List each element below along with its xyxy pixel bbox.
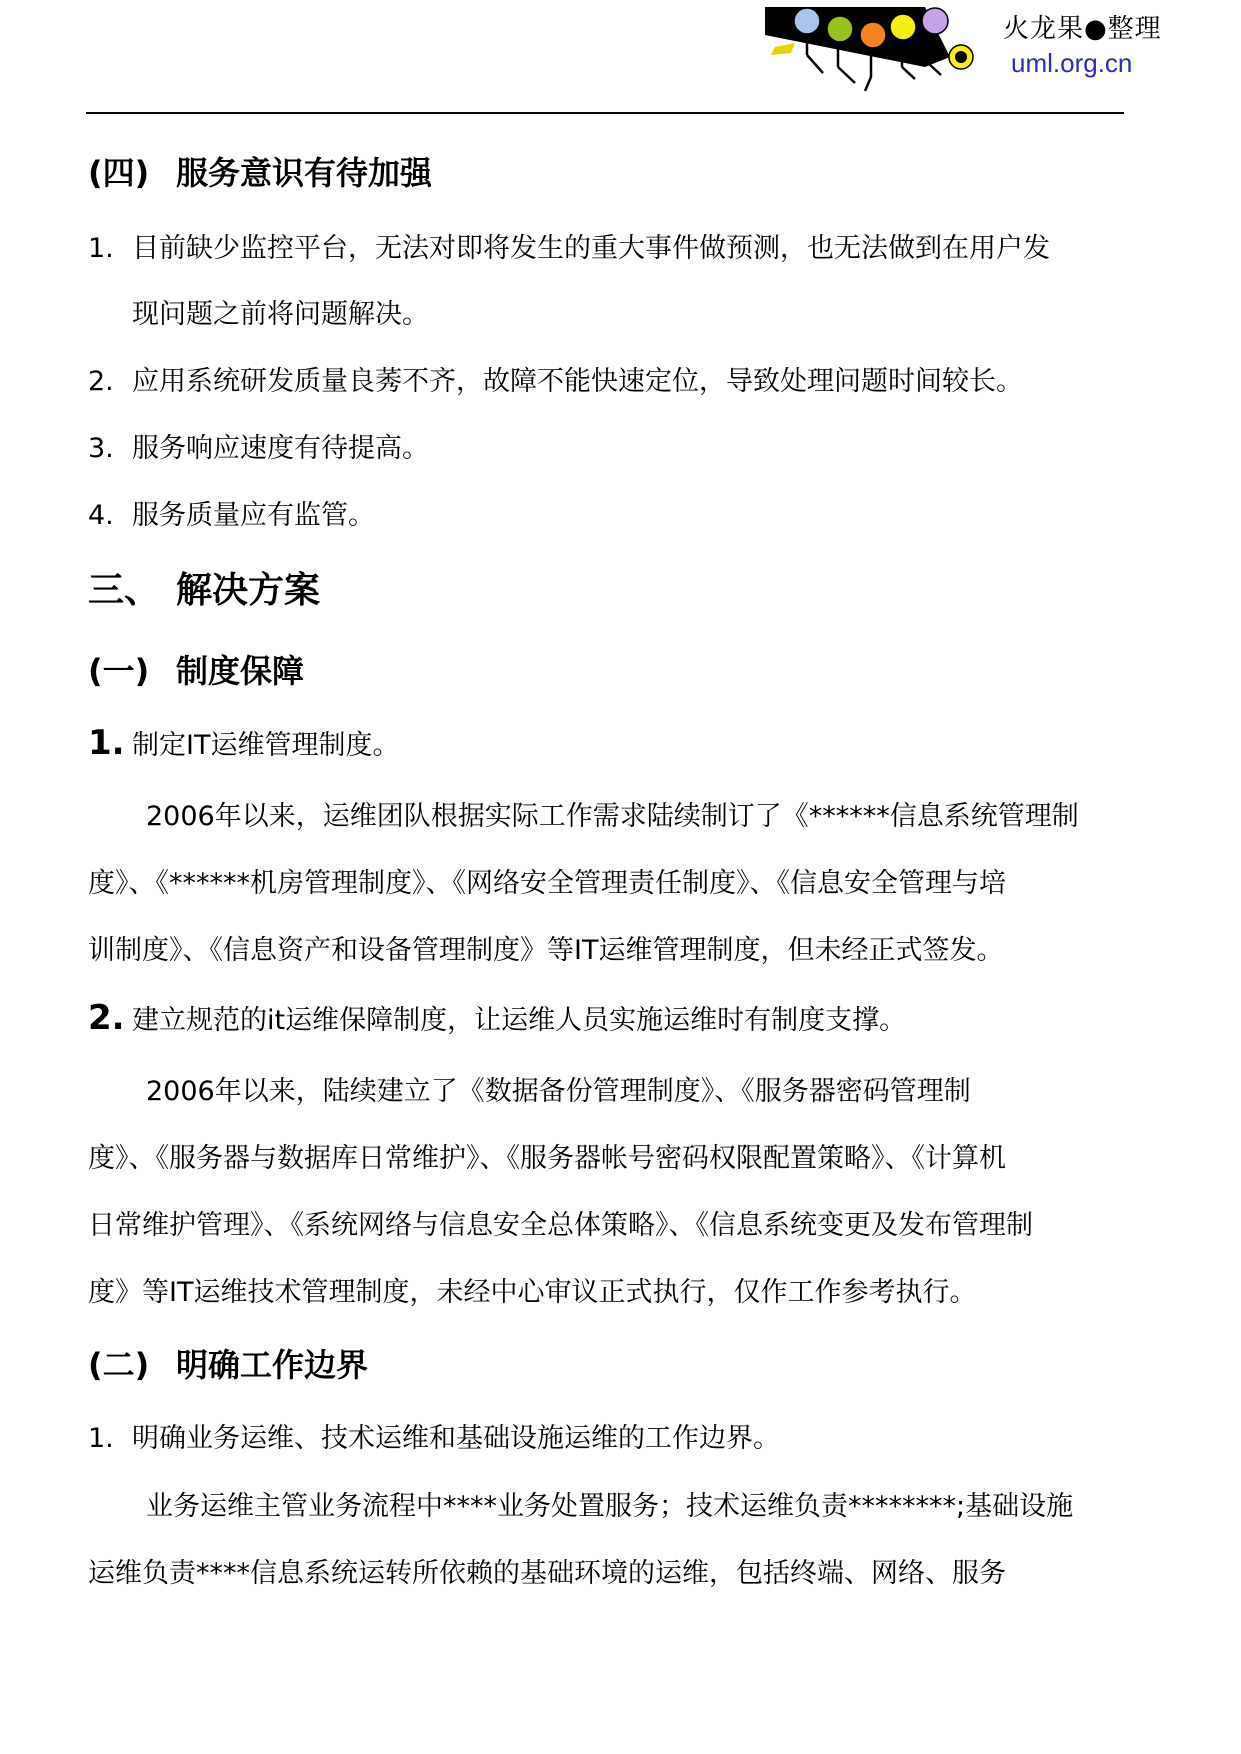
paragraph-line: 度》、《服务器与数据库日常维护》、《服务器帐号密码权限配置策略》、《计算机: [88, 1143, 1006, 1174]
paragraph-line: 运维负责****信息系统运转所依赖的基础环境的运维，包括终端、网络、服务: [88, 1558, 1006, 1589]
chapter-heading: [88, 562, 320, 613]
section-heading-1: [88, 646, 304, 692]
section-title: 服务意识有待加强: [176, 154, 433, 192]
paragraph-line: 2006年以来，陆续建立了《数据备份管理制度》、《服务器密码管理制: [146, 1076, 971, 1107]
paragraph-line: 度》、《******机房管理制度》、《网络安全管理责任制度》、《信息安全管理与培: [88, 868, 1006, 899]
list-item: [88, 226, 1050, 265]
paragraph-line: 业务运维主管业务流程中****业务处置服务；技术运维负责********;基础设施: [146, 1491, 1074, 1522]
paragraph-line: 训制度》、《信息资产和设备管理制度》等IT运维管理制度，但未经正式签发。: [88, 935, 1004, 966]
point-number: 2.: [88, 998, 125, 1038]
paragraph-line: 日常维护管理》、《系统网络与信息安全总体策略》、《信息系统变更及发布管理制: [88, 1210, 1033, 1241]
point-title: 制定IT运维管理制度。: [132, 730, 400, 761]
list-item-continuation: 现问题之前将问题解决。: [132, 299, 429, 330]
uml-logo-icon: [765, 5, 995, 95]
item-number: 1.: [88, 233, 114, 264]
section-mark: (二): [88, 1346, 150, 1384]
point-title: 建立规范的it运维保障制度，让运维人员实施运维时有制度支撑。: [132, 1005, 907, 1036]
list-item: [88, 359, 1023, 398]
point-heading: [88, 998, 906, 1038]
item-text: 明确业务运维、技术运维和基础设施运维的工作边界。: [132, 1423, 780, 1454]
list-item: [88, 426, 429, 465]
header-divider: [86, 112, 1124, 114]
brand-name: 火龙果●整理: [1003, 14, 1162, 44]
item-number: 1.: [88, 1423, 114, 1454]
section-title: 制度保障: [176, 652, 305, 690]
section-heading-4: [88, 148, 432, 194]
point-heading: [88, 723, 399, 763]
chapter-mark: 三、: [88, 570, 161, 611]
item-number: 4.: [88, 500, 114, 531]
chapter-title: 解决方案: [176, 570, 321, 611]
list-item: [88, 493, 375, 532]
section-mark: (四): [88, 154, 150, 192]
item-number: 3.: [88, 433, 114, 464]
list-item: [88, 1416, 780, 1455]
item-text: 服务质量应有监管。: [132, 500, 375, 531]
item-text: 应用系统研发质量良莠不齐，故障不能快速定位，导致处理问题时间较长。: [132, 366, 1023, 397]
point-number: 1.: [88, 723, 125, 763]
section-mark: (一): [88, 652, 150, 690]
item-number: 2.: [88, 366, 114, 397]
page-header: [0, 0, 1241, 120]
paragraph-line: 2006年以来，运维团队根据实际工作需求陆续制订了《******信息系统管理制: [146, 801, 1079, 832]
item-text: 服务响应速度有待提高。: [132, 433, 429, 464]
section-heading-2: [88, 1340, 368, 1386]
paragraph-line: 度》等IT运维技术管理制度，未经中心审议正式执行，仅作工作参考执行。: [88, 1277, 977, 1308]
brand-url: uml.org.cn: [1011, 48, 1133, 78]
section-title: 明确工作边界: [176, 1346, 369, 1384]
item-text: 目前缺少监控平台，无法对即将发生的重大事件做预测，也无法做到在用户发: [132, 233, 1050, 264]
